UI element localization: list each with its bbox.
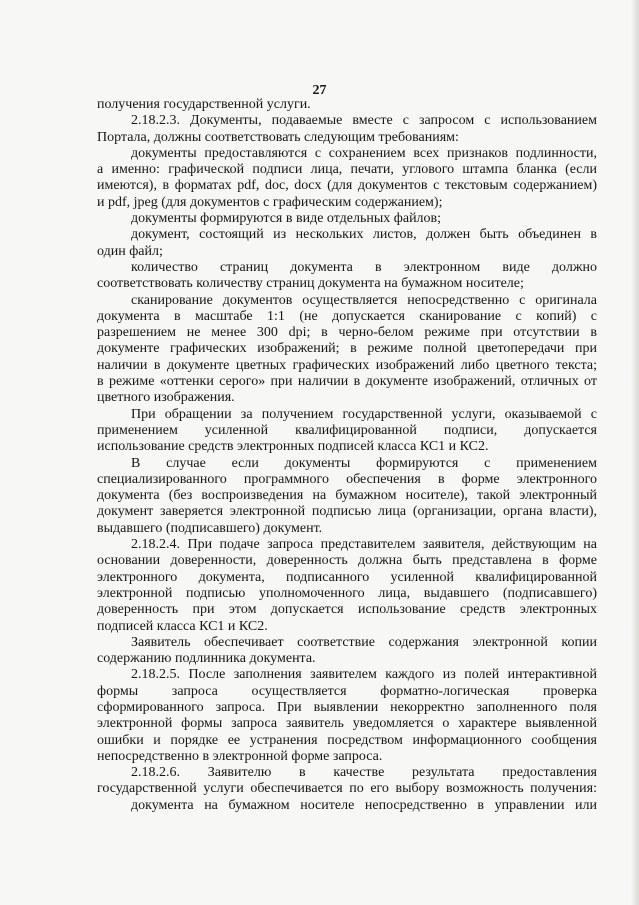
text-line: электронного документа, подписанного усиленной квалифицированной	[97, 569, 597, 585]
text-line: разрешением не менее 300 dpi; в черно-белом режиме при отсутствии в	[97, 325, 597, 341]
text-line: использование средств электронных подписей класса КС1 и КС2.	[97, 439, 489, 455]
text-line: 2.18.2.3. Документы, подаваемые вместе с запросом с использованием	[131, 113, 597, 129]
text-line: документе графических изображений; в режиме полной цветопередачи при	[97, 341, 597, 357]
text-line: один файл;	[97, 243, 163, 259]
text-line: 2.18.2.6. Заявителю в качестве результата предоставления	[131, 765, 597, 781]
text-line: основании доверенности, доверенность должна быть представлена в форме	[97, 553, 597, 569]
text-line: электронной формы запроса заявитель уведомляется о характере выявленной	[97, 716, 597, 732]
text-line: доверенность при этом допускается использование средств электронных	[97, 602, 597, 618]
text-line: получения государственной услуги.	[97, 97, 311, 112]
text-line: содержанию подлинника документа.	[97, 651, 316, 667]
text-line: а именно: графической подписи лица, печати, углового штампа бланка (если	[97, 162, 597, 178]
text-line: электронной подписью уполномоченного лица, выдавшего (подписавшего)	[97, 585, 597, 601]
text-line: При обращении за получением государственной услуги, оказываемой с	[131, 406, 597, 422]
text-line: цветного изображения.	[97, 390, 235, 406]
text-line: документы формируются в виде отдельных файлов;	[131, 211, 442, 227]
text-line: применением усиленной квалифицированной подписи, допускается	[97, 422, 597, 438]
text-line: соответствовать количеству страниц документа на бумажном носителе;	[97, 276, 524, 292]
text-line: имеются), в форматах pdf, doc, docx (для документов с текстовым содержанием)	[97, 178, 597, 194]
text-line: 2.18.2.4. При подаче запроса представителем заявителя, действующим на	[131, 537, 597, 553]
page-number: 27	[312, 83, 327, 98]
text-line: в режиме «оттенки серого» при наличии в документе изображений, отличных от	[97, 374, 597, 390]
text-line: наличии в документе цветных графических изображений либо цветного текста;	[97, 357, 597, 373]
text-line: документы предоставляются с сохранением всех признаков подлинности,	[131, 145, 597, 161]
text-line: документа на бумажном носителе непосредственно в управлении или	[131, 797, 597, 813]
text-line: документа в масштабе 1:1 (не допускается сканирование с копий) с	[97, 308, 597, 324]
text-line: подписей класса КС1 и КС2.	[97, 618, 268, 634]
text-line: государственной услуги обеспечивается по его выбору возможность получения:	[97, 781, 597, 797]
scan-edge-shadow	[631, 0, 639, 905]
text-line: Заявитель обеспечивает соответствие содержания электронной копии	[131, 634, 597, 650]
text-line: сканирование документов осуществляется непосредственно с оригинала	[131, 292, 597, 308]
text-line: 2.18.2.5. После заполнения заявителем каждого из полей интерактивной	[131, 667, 597, 683]
text-line: ошибки и порядке ее устранения посредством информационного сообщения	[97, 732, 597, 748]
document-body	[97, 97, 597, 814]
text-line: документ, состоящий из нескольких листов, должен быть объединен в	[131, 227, 597, 243]
text-line: В случае если документы формируются с применением	[131, 455, 597, 471]
text-line: и pdf, jpeg (для документов с графическим содержанием);	[97, 194, 443, 210]
text-line: сформированного запроса. При выявлении некорректно заполненного поля	[97, 699, 597, 715]
text-line: выдавшего (подписавшего) документ.	[97, 520, 323, 536]
text-line: непосредственно в электронной форме запроса.	[97, 748, 383, 764]
text-line: количество страниц документа в электронном виде должно	[131, 259, 597, 275]
text-line: формы запроса осуществляется форматно-логическая проверка	[97, 683, 597, 699]
text-line: документ заверяется электронной подписью лица (организации, органа власти),	[97, 504, 597, 520]
text-line: Портала, должны соответствовать следующим требованиям:	[97, 129, 459, 145]
text-line: специализированного программного обеспечения в форме электронного	[97, 471, 597, 487]
text-line: документа (без воспроизведения на бумажном носителе), такой электронный	[97, 488, 597, 504]
